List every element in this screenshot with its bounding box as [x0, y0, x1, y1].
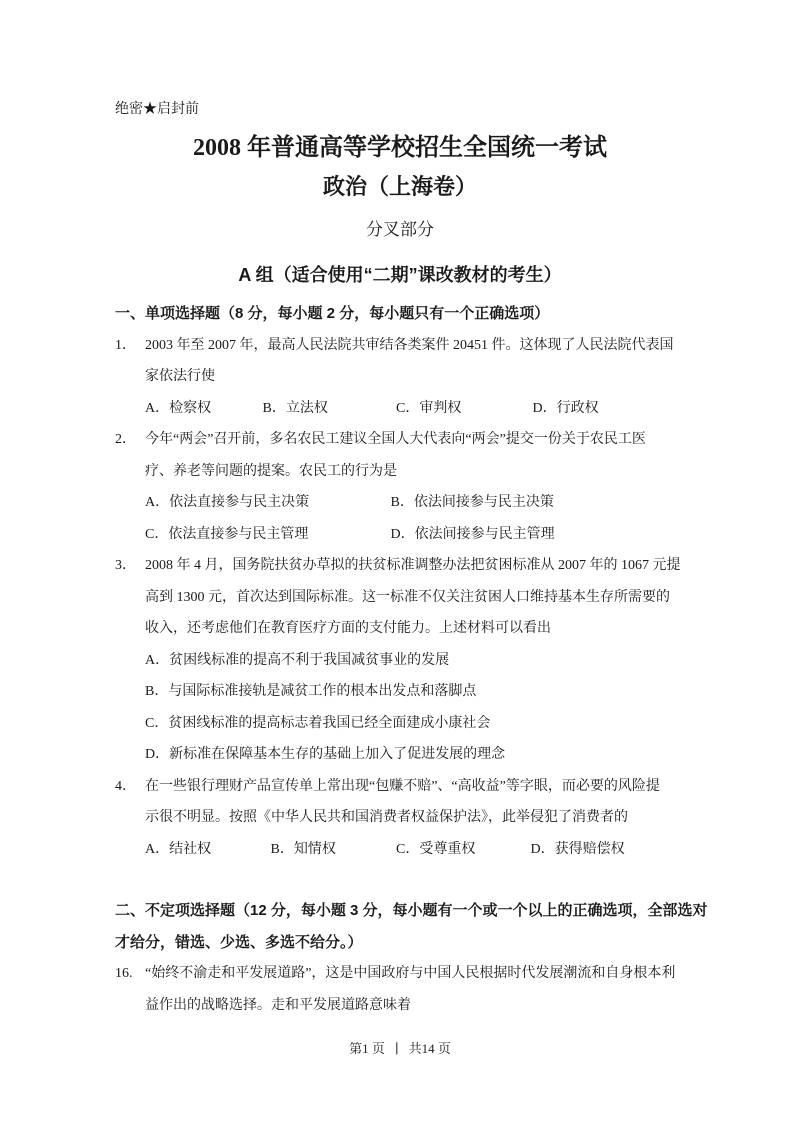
question-1: [115, 330, 685, 425]
exam-title: 2008 年普通高等学校招生全国统一考试: [193, 135, 607, 161]
question-1-text: 2003 年至 2007 年，最高人民法院共审结各类案件 20451 件。这体现了人民法院代表国: [145, 337, 674, 353]
question-4-options: [115, 834, 685, 866]
question-16-line-2: 益作出的战略选择。走和平发展道路意味着: [145, 997, 411, 1013]
section-two-heading-line-2: 才给分，错选、少选、多选不给分。）: [115, 933, 363, 951]
question-4-option-c: C．受尊重权: [396, 841, 476, 857]
question-3-text: 2008 年 4 月，国务院扶贫办草拟的扶贫标准调整办法把贫困标准从 2007 年的 1067 元提: [145, 558, 681, 573]
question-2-number: 2．: [115, 432, 136, 447]
question-4-text: 在一些银行理财产品宣传单上常出现“包赚不赔”、“高收益”等字眼，而必要的风险提: [145, 778, 660, 794]
question-2-line-2: 疗、养老等问题的提案。农民工的行为是: [145, 463, 397, 479]
question-3-option-d: D．新标准在保障基本生存的基础上加入了促进发展的理念: [145, 747, 506, 762]
question-3-line-2: 高到 1300 元，首次达到国际标准。这一标准不仅关注贫困人口维持基本生存所需要的: [145, 589, 670, 605]
question-3-option-a: A．贫困线标准的提高不利于我国减贫事业的发展: [145, 652, 450, 668]
question-2: [115, 424, 685, 550]
page-number-current: 第1 页: [349, 1041, 385, 1056]
question-16-number: 16.: [115, 966, 133, 981]
section-one-heading: 一、单项选择题（8 分，每小题 2 分，每小题只有一个正确选项）: [115, 305, 550, 322]
question-2-option-d: D．依法间接参与民主管理: [390, 526, 555, 542]
question-16: [115, 958, 685, 1021]
question-1-option-c: C．审判权: [396, 400, 462, 416]
footer-separator: ∣: [394, 1041, 399, 1056]
question-3-line-3: 收入，还考虑他们在教育医疗方面的支付能力。上述材料可以看出: [145, 621, 551, 636]
question-1-options: [115, 393, 685, 425]
security-classification-label: 绝密★启封前: [115, 102, 199, 117]
question-1-option-a: A．检察权: [145, 400, 212, 416]
page-number-total: 共14 页: [408, 1041, 451, 1056]
question-4-option-a: A．结社权: [145, 841, 212, 857]
question-2-option-b: B．依法间接参与民主决策: [390, 495, 554, 510]
question-2-text: 今年“两会”召开前，多名农民工建议全国人大代表向“两会”提交一份关于农民工医: [145, 432, 646, 447]
question-1-number: 1．: [115, 337, 136, 353]
question-16-text: “始终不渝走和平发展道路”，这是中国政府与中国人民根据时代发展潮流和自身根本利: [145, 966, 676, 981]
question-2-options-row-1: [115, 487, 685, 519]
question-2-line-1: [115, 424, 685, 456]
exam-subject-title: 政治（上海卷）: [322, 174, 477, 199]
question-2-option-c: C．依法直接参与民主管理: [145, 526, 309, 542]
question-3-option-b: B．与国际标准接轨是减贫工作的根本出发点和落脚点: [145, 684, 477, 699]
question-4-number: 4．: [115, 778, 136, 794]
question-3-number: 3．: [115, 558, 136, 573]
group-a-heading: A 组（适合使用“二期”课改教材的考生）: [238, 265, 562, 285]
question-4-option-b: B．知情权: [270, 841, 336, 857]
question-4: [115, 771, 685, 866]
question-4-option-d: D．获得赔偿权: [530, 841, 625, 857]
question-3-option-c: C．贫困线标准的提高标志着我国已经全面建成小康社会: [145, 715, 491, 731]
question-1-line-2: 家依法行使: [145, 369, 215, 384]
question-3-line-1: [115, 550, 685, 582]
question-2-option-a: A．依法直接参与民主决策: [145, 495, 310, 510]
section-two-heading-line-1: 二、不定项选择题（12 分，每小题 3 分，每小题有一个或一个以上的正确选项，全部选对: [115, 902, 708, 919]
page-footer: [115, 1039, 685, 1059]
part-subtitle: 分叉部分: [366, 220, 434, 239]
question-1-option-b: B．立法权: [262, 400, 328, 416]
question-4-line-1: [115, 771, 685, 803]
question-3: [115, 550, 685, 771]
question-1-option-d: D．行政权: [532, 400, 599, 416]
question-4-line-2: 示很不明显。按照《中华人民共和国消费者权益保护法》，此举侵犯了消费者的: [145, 810, 628, 825]
question-2-options-row-2: [115, 519, 685, 551]
question-16-line-1: [115, 958, 685, 990]
question-1-line-1: [115, 330, 685, 362]
